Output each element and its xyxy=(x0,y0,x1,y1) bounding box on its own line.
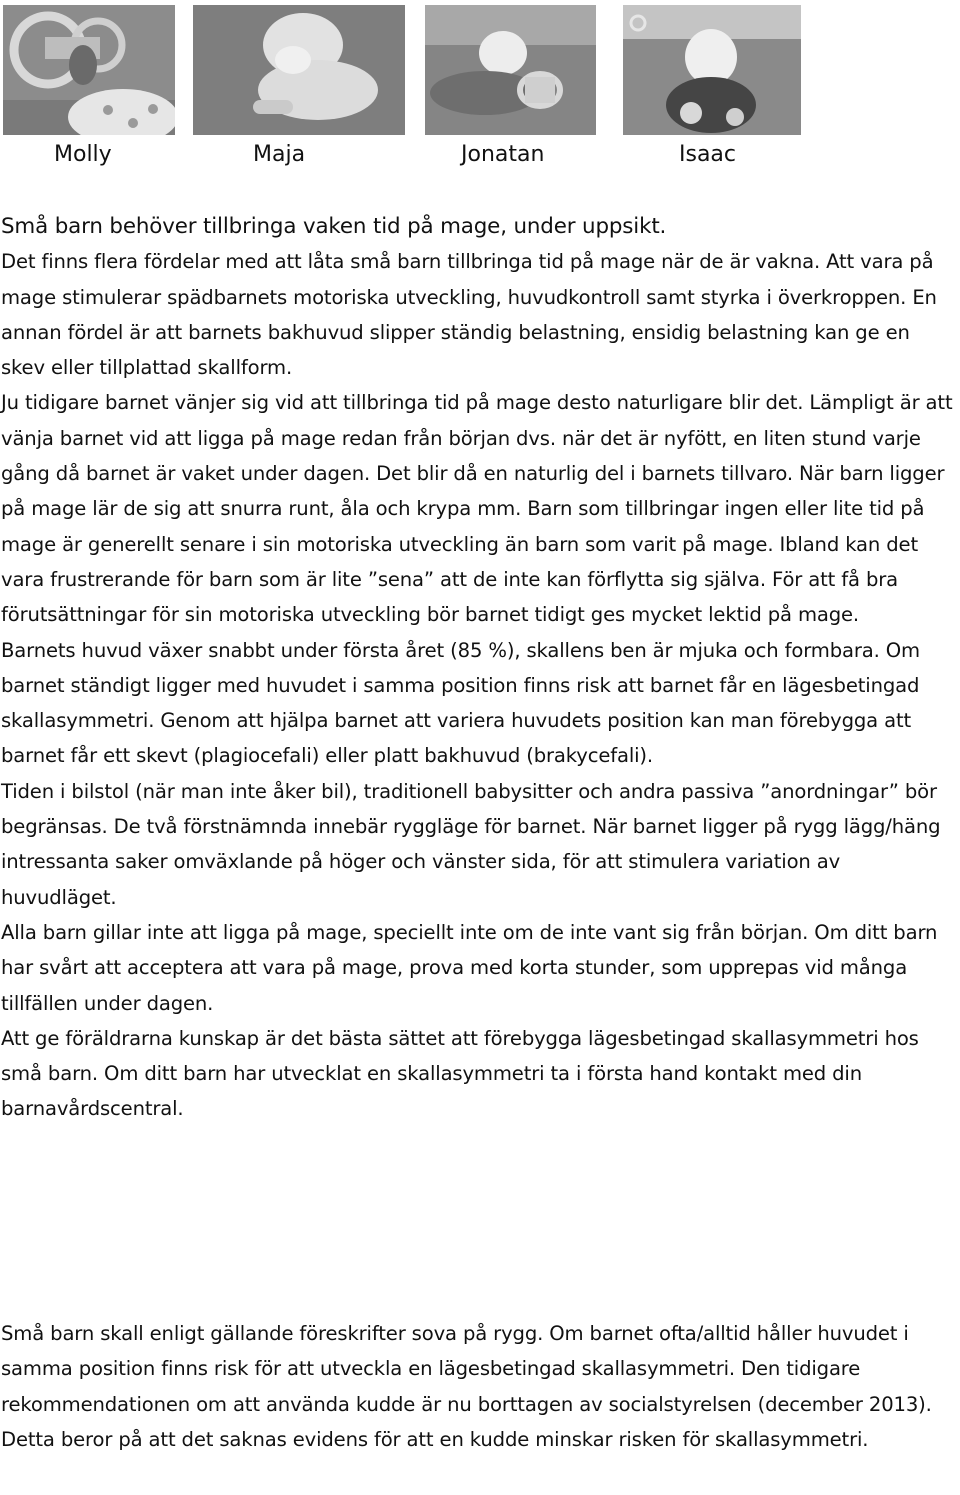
photo-jonatan xyxy=(425,5,596,135)
intro-heading: Små barn behöver tillbringa vaken tid på mage, under uppsikt. xyxy=(1,214,667,239)
sleep-paragraph: Små barn skall enligt gällande föreskrifter sova på rygg. Om barnet ofta/alltid håller huvudet i samma position finns risk för att utveckla en lägesbetingad skallasymmetri. Den tidigare rekommendationen om att använda kudde är nu borttagen av socialstyrelsen (december 2013). Detta beror på att det saknas evidens för att en kudde minskar risken för skallasymmetri. xyxy=(1,1322,932,1451)
photo-molly xyxy=(3,5,175,135)
intro-paragraph: Alla barn gillar inte att ligga på mage, speciellt inte om de inte vant sig från början. Om ditt barn har svårt att acceptera att vara på mage, prova med korta stunder, som upprepas vid många tillfällen under dagen. xyxy=(1,920,938,1015)
sleep-section xyxy=(1,1316,957,1457)
intro-section xyxy=(1,209,957,1127)
intro-paragraph: Tiden i bilstol (när man inte åker bil), traditionell babysitter och andra passiva ”anordningar” bör begränsas. De två förstnämnda innebär ryggläge för barnet. När barnet ligger på rygg lägg/häng intressanta saker omväxlande på höger och vänster sida, för att stimulera variation av huvudläget. xyxy=(1,779,941,909)
photo-caption-isaac: Isaac xyxy=(679,142,737,167)
photo-caption-jonatan: Jonatan xyxy=(461,142,545,167)
intro-paragraph: Det finns flera fördelar med att låta små barn tillbringa tid på mage när de är vakna. Att vara på mage stimulerar spädbarnets motoriska utveckling, huvudkontroll samt styrka i överkroppen. En annan fördel är att barnets bakhuvud slipper ständig belastning, ensidig belastning kan ge en skev eller tillplattad skallform. xyxy=(1,250,937,380)
intro-paragraph: Ju tidigare barnet vänjer sig vid att tillbringa tid på mage desto naturligare blir det. Lämpligt är att vänja barnet vid att ligga på mage redan från början dvs. när det är nyfött, en liten stund varje gång då barnet är vaket under dagen. Det blir då en naturlig del i barnets tillvaro. När barn ligger på mage lär de sig att snurra runt, åla och krypa mm. Barn som tillbringar ingen eller lite tid på mage är generellt senare i sin motoriska utveckling än barn som varit på mage. Ibland kan det vara frustrerande för barn som är lite ”sena” att de inte kan förflytta sig själva. För att få bra förutsättningar för sin motoriska utveckling bör barnet tidigt ges mycket lektid på mage. xyxy=(1,391,953,627)
photo-maja xyxy=(193,5,405,135)
intro-paragraph: Att ge föräldrarna kunskap är det bästa sättet att förebygga lägesbetingad skallasymmetri hos små barn. Om ditt barn har utvecklat en skallasymmetri ta i första hand kontakt med din barnavårdscentral. xyxy=(1,1026,919,1121)
photo-caption-maja: Maja xyxy=(253,142,306,167)
photo-isaac xyxy=(623,5,801,135)
photo-caption-molly: Molly xyxy=(54,142,112,167)
intro-paragraph: Barnets huvud växer snabbt under första året (85 %), skallens ben är mjuka och formbara. Om barnet ständigt ligger med huvudet i samma position finns risk att barnet får en lägesbetingad skallasymmetri. Genom att hjälpa barnet att variera huvudets position kan man förebygga att barnet får ett skevt (plagiocefali) eller platt bakhuvud (brakycefali). xyxy=(1,638,920,768)
